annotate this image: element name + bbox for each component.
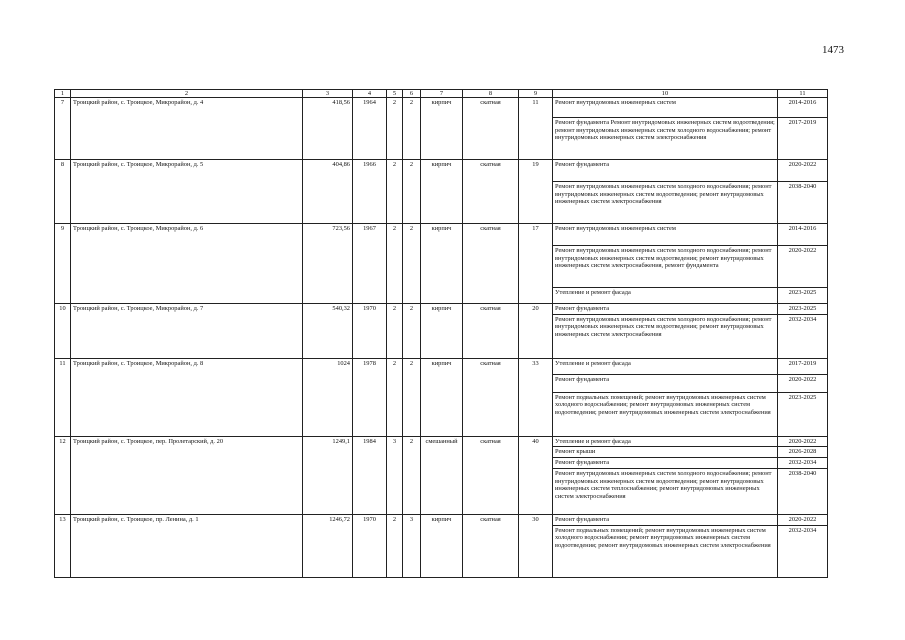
area-cell: 418,56: [303, 98, 353, 160]
address-cell: Троицкий район, с. Троицкое, пр. Ленина, д. 1: [71, 514, 303, 577]
entrances-cell: 2: [403, 358, 421, 436]
wall-material-cell: кирпич: [421, 514, 463, 577]
period-cell: 2017-2019: [778, 358, 828, 374]
table-row: [55, 358, 828, 374]
roof-type-cell: скатная: [463, 160, 519, 224]
work-type-cell: Ремонт внутридомовых инженерных систем холодного водоснабжения; ремонт внутридомовых инженерных систем водоотведения; ремонт внутридомовых инженерных систем электроснабжения: [553, 314, 778, 358]
area-cell: 1246,72: [303, 514, 353, 577]
column-number: 9: [519, 90, 553, 98]
column-number: 5: [387, 90, 403, 98]
column-number: 3: [303, 90, 353, 98]
period-cell: 2014-2016: [778, 98, 828, 118]
work-type-cell: Ремонт подвальных помещений; ремонт внутридомовых инженерных систем холодного водоснабжения; ремонт внутридомовых инженерных систем водоотведения; ремонт внутридомовых инженерных систем электроснабжения: [553, 525, 778, 577]
period-cell: 2020-2022: [778, 160, 828, 182]
wear-cell: 11: [519, 98, 553, 160]
area-cell: 1024: [303, 358, 353, 436]
year-cell: 1964: [353, 98, 387, 160]
row-number: 8: [55, 160, 71, 224]
entrances-cell: 2: [403, 304, 421, 359]
table-row: [55, 436, 828, 447]
row-number: 12: [55, 436, 71, 514]
period-cell: 2032-2034: [778, 458, 828, 469]
wall-material-cell: кирпич: [421, 304, 463, 359]
period-cell: 2020-2022: [778, 514, 828, 525]
period-cell: 2038-2040: [778, 468, 828, 514]
address-cell: Троицкий район, с. Троицкое, Микрорайон, д. 7: [71, 304, 303, 359]
work-type-cell: Ремонт внутридомовых инженерных систем холодного водоснабжения; ремонт внутридомовых инженерных систем водоотведения; ремонт внутридомовых инженерных систем электроснабжения, ремонт фундамента: [553, 246, 778, 288]
period-cell: 2020-2022: [778, 436, 828, 447]
table-body: [55, 98, 828, 578]
work-type-cell: Ремонт внутридомовых инженерных систем: [553, 224, 778, 246]
work-type-cell: Утепление и ремонт фасада: [553, 358, 778, 374]
row-number: 7: [55, 98, 71, 160]
repair-program-table: [54, 89, 828, 578]
work-type-cell: Утепление и ремонт фасада: [553, 436, 778, 447]
floors-cell: 2: [387, 304, 403, 359]
wall-material-cell: смешанный: [421, 436, 463, 514]
period-cell: 2023-2025: [778, 304, 828, 315]
period-cell: 2026-2028: [778, 447, 828, 458]
table-row: [55, 304, 828, 315]
area-cell: 404,86: [303, 160, 353, 224]
wear-cell: 20: [519, 304, 553, 359]
year-cell: 1978: [353, 358, 387, 436]
roof-type-cell: скатная: [463, 304, 519, 359]
column-number: 10: [553, 90, 778, 98]
address-cell: Троицкий район, с. Троицкое, Микрорайон, д. 8: [71, 358, 303, 436]
wall-material-cell: кирпич: [421, 358, 463, 436]
table-header-row: [55, 90, 828, 98]
roof-type-cell: скатная: [463, 436, 519, 514]
year-cell: 1984: [353, 436, 387, 514]
floors-cell: 2: [387, 98, 403, 160]
roof-type-cell: скатная: [463, 514, 519, 577]
wear-cell: 19: [519, 160, 553, 224]
year-cell: 1970: [353, 514, 387, 577]
address-cell: Троицкий район, с. Троицкое, Микрорайон, д. 6: [71, 224, 303, 304]
page-number: 1473: [822, 44, 844, 56]
area-cell: 1249,1: [303, 436, 353, 514]
entrances-cell: 2: [403, 98, 421, 160]
wall-material-cell: кирпич: [421, 160, 463, 224]
year-cell: 1966: [353, 160, 387, 224]
address-cell: Троицкий район, с. Троицкое, пер. Пролетарский, д. 20: [71, 436, 303, 514]
period-cell: 2032-2034: [778, 525, 828, 577]
period-cell: 2020-2022: [778, 246, 828, 288]
wear-cell: 33: [519, 358, 553, 436]
area-cell: 723,56: [303, 224, 353, 304]
roof-type-cell: скатная: [463, 224, 519, 304]
work-type-cell: Ремонт фундамента: [553, 458, 778, 469]
work-type-cell: Ремонт фундамента: [553, 160, 778, 182]
floors-cell: 3: [387, 436, 403, 514]
work-type-cell: Ремонт фундамента: [553, 514, 778, 525]
work-type-cell: Ремонт фундамента: [553, 304, 778, 315]
period-cell: 2032-2034: [778, 314, 828, 358]
entrances-cell: 3: [403, 514, 421, 577]
column-number: 1: [55, 90, 71, 98]
row-number: 13: [55, 514, 71, 577]
wear-cell: 17: [519, 224, 553, 304]
work-type-cell: Ремонт внутридомовых инженерных систем холодного водоснабжения; ремонт внутридомовых инженерных систем водоотведения; ремонт внутридомовых инженерных систем теплоснабжения; ремонт внутридомовых инженерных систем электроснабжения: [553, 468, 778, 514]
work-type-cell: Ремонт фундамента Ремонт внутридомовых инженерных систем водоотведения; ремонт внутридомовых инженерных систем холодного водоснабжения; ремонт внутридомовых инженерных систем электроснабжения: [553, 118, 778, 160]
row-number: 10: [55, 304, 71, 359]
period-cell: 2020-2022: [778, 374, 828, 392]
wall-material-cell: кирпич: [421, 98, 463, 160]
work-type-cell: Ремонт внутридомовых инженерных систем: [553, 98, 778, 118]
year-cell: 1967: [353, 224, 387, 304]
year-cell: 1970: [353, 304, 387, 359]
work-type-cell: Ремонт внутридомовых инженерных систем холодного водоснабжения; ремонт внутридомовых инженерных систем водоотведения; ремонт внутридомовых инженерных систем электроснабжения: [553, 182, 778, 224]
work-type-cell: Ремонт подвальных помещений; ремонт внутридомовых инженерных систем холодного водоснабжения; ремонт внутридомовых инженерных систем водоотведения; ремонт внутридомовых инженерных систем электроснабжения: [553, 392, 778, 436]
period-cell: 2023-2025: [778, 288, 828, 304]
table-row: [55, 224, 828, 246]
entrances-cell: 2: [403, 224, 421, 304]
column-number: 4: [353, 90, 387, 98]
wear-cell: 40: [519, 436, 553, 514]
period-cell: 2017-2019: [778, 118, 828, 160]
work-type-cell: Ремонт крыши: [553, 447, 778, 458]
floors-cell: 2: [387, 160, 403, 224]
work-type-cell: Ремонт фундамента: [553, 374, 778, 392]
column-number: 11: [778, 90, 828, 98]
table-row: [55, 160, 828, 182]
period-cell: 2038-2040: [778, 182, 828, 224]
roof-type-cell: скатная: [463, 98, 519, 160]
entrances-cell: 2: [403, 436, 421, 514]
floors-cell: 2: [387, 514, 403, 577]
floors-cell: 2: [387, 358, 403, 436]
table-row: [55, 514, 828, 525]
period-cell: 2023-2025: [778, 392, 828, 436]
row-number: 11: [55, 358, 71, 436]
wall-material-cell: кирпич: [421, 224, 463, 304]
floors-cell: 2: [387, 224, 403, 304]
address-cell: Троицкий район, с. Троицкое, Микрорайон, д. 4: [71, 98, 303, 160]
roof-type-cell: скатная: [463, 358, 519, 436]
address-cell: Троицкий район, с. Троицкое, Микрорайон, д. 5: [71, 160, 303, 224]
column-number: 8: [463, 90, 519, 98]
work-type-cell: Утепление и ремонт фасада: [553, 288, 778, 304]
wear-cell: 30: [519, 514, 553, 577]
column-number: 6: [403, 90, 421, 98]
column-number: 7: [421, 90, 463, 98]
row-number: 9: [55, 224, 71, 304]
table-row: [55, 98, 828, 118]
entrances-cell: 2: [403, 160, 421, 224]
period-cell: 2014-2016: [778, 224, 828, 246]
column-number: 2: [71, 90, 303, 98]
area-cell: 540,32: [303, 304, 353, 359]
